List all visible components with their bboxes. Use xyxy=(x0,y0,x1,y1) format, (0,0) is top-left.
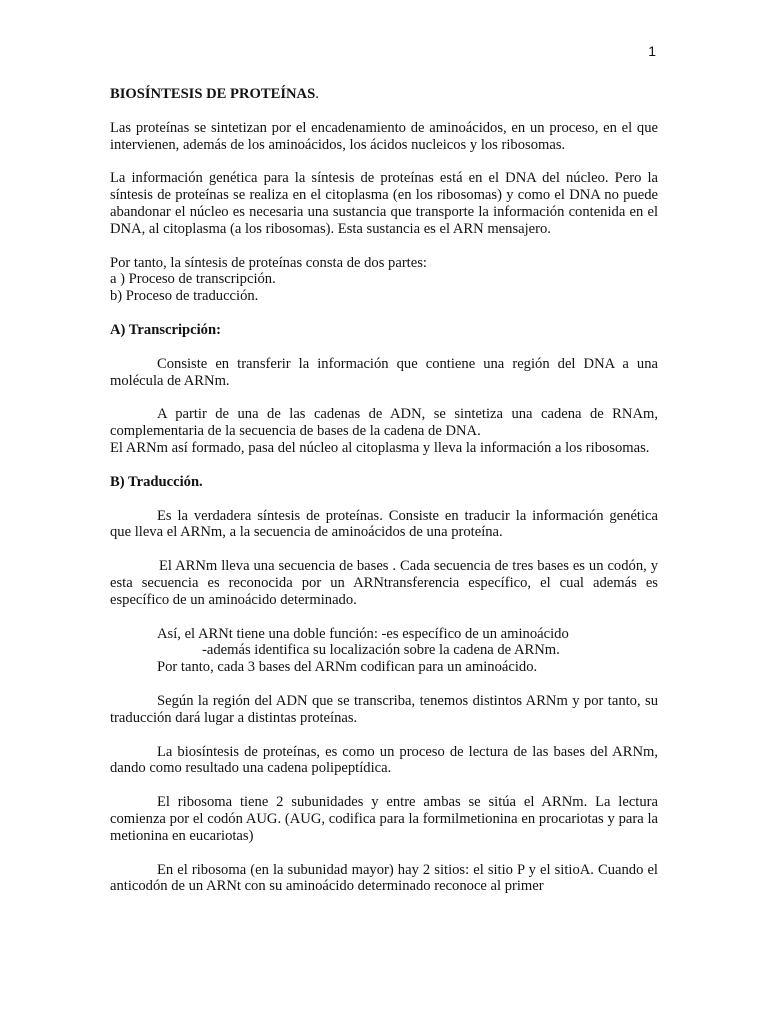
function-block xyxy=(110,626,658,676)
function-line-2: -además identifica su localización sobre la cadena de ARNm. xyxy=(202,642,560,659)
translation-paragraph-2: El ARNm lleva una secuencia de bases . Cada secuencia de tres bases es un codón, y esta secuencia es reconocida por un ARNtransferencia específico, el cual además es específico de un aminoácido determinado. xyxy=(110,558,658,608)
translation-paragraph-4: La biosíntesis de proteínas, es como un proceso de lectura de las bases del ARNm, dando como resultado una cadena polipeptídica. xyxy=(110,743,658,777)
translation-paragraph-3: Según la región del ADN que se transcriba, tenemos distintos ARNm y por tanto, su traducción dará lugar a distintas proteínas. xyxy=(110,692,658,726)
heading-transcription: A) Transcripción: xyxy=(110,321,221,338)
parts-lead: Por tanto, la síntesis de proteínas consta de dos partes: xyxy=(110,254,427,271)
title-text: BIOSÍNTESIS DE PROTEÍNAS xyxy=(110,86,316,102)
parts-item-b: b) Proceso de traducción. xyxy=(110,288,259,305)
document-body xyxy=(110,86,658,912)
function-line-1: Así, el ARNt tiene una doble función: -es específico de un aminoácido xyxy=(157,625,569,642)
translation-paragraph-1: Es la verdadera síntesis de proteínas. Consiste en traducir la información genética que lleva el ARNm, a la secuencia de aminoácidos de una proteína. xyxy=(110,507,658,541)
translation-paragraph-5: El ribosoma tiene 2 subunidades y entre ambas se sitúa el ARNm. La lectura comienza por el codón AUG. (AUG, codifica para la formilmetionina en procariotas y para la metionina en eucariotas) xyxy=(110,794,658,844)
transcription-paragraph-1: Consiste en transferir la información que contiene una región del DNA a una molécula de ARNm. xyxy=(110,355,658,389)
intro-paragraph: Las proteínas se sintetizan por el encadenamiento de aminoácidos, en un proceso, en el que intervienen, además de los aminoácidos, los ácidos nucleicos y los ribosomas. xyxy=(110,119,658,153)
title-suffix: . xyxy=(315,86,319,102)
translation-paragraph-6: En el ribosoma (en la subunidad mayor) hay 2 sitios: el sitio P y el sitioA. Cuando el anticodón de un ARNt con su aminoácido determinado reconoce al primer xyxy=(110,861,658,895)
parts-list xyxy=(110,255,658,305)
info-paragraph: La información genética para la síntesis de proteínas está en el DNA del núcleo. Pero la síntesis de proteínas se realiza en el citoplasma (en los ribosomas) y como el DNA no puede abandonar el núcleo es necesaria una sustancia que transporte la información contenida en el DNA, al citoplasma (a los ribosomas). Esta sustancia es el ARN mensajero. xyxy=(110,170,658,237)
document-title xyxy=(110,86,658,103)
page-number: 1 xyxy=(648,43,656,59)
parts-item-a: a ) Proceso de transcripción. xyxy=(110,271,276,288)
heading-translation: B) Traducción. xyxy=(110,473,203,490)
function-line-3: Por tanto, cada 3 bases del ARNm codifican para un aminoácido. xyxy=(157,659,538,676)
transcription-paragraph-3: El ARNm así formado, pasa del núcleo al citoplasma y lleva la información a los ribosomas. xyxy=(110,439,650,456)
transcription-paragraph-2: A partir de una de las cadenas de ADN, se sintetiza una cadena de RNAm, complementaria de la secuencia de bases de la cadena de DNA. xyxy=(110,406,658,440)
